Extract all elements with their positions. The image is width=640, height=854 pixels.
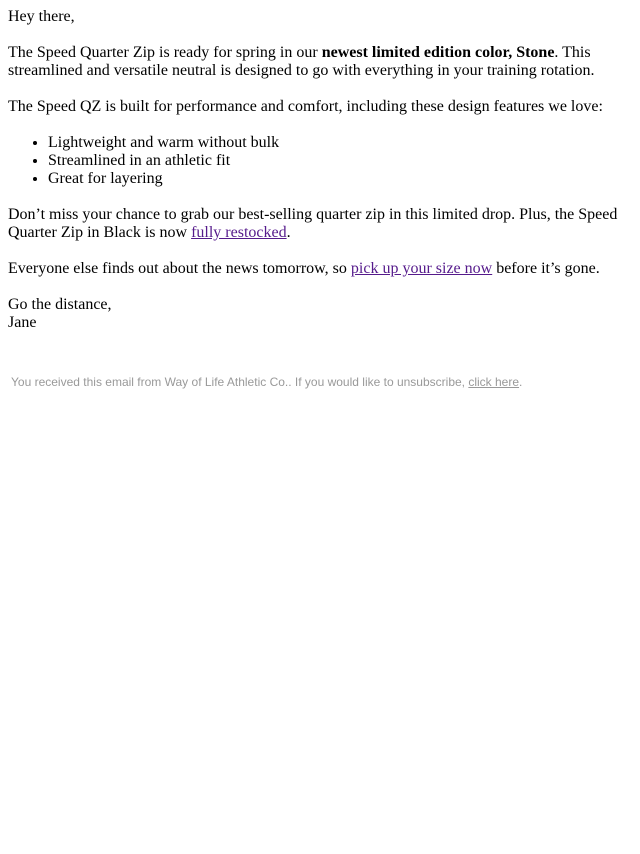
cta-paragraph [8, 260, 632, 278]
intro-highlight: newest limited edition color, Stone [321, 44, 555, 61]
restock-paragraph [8, 206, 632, 242]
restock-text: Don’t miss your chance to grab our best-selling quarter zip in this limited drop. Plus, the Speed Quarter Zip in Black is now [8, 206, 618, 241]
intro-text-end: . This streamlined and versatile neutral is designed to go with everything in your training rotation. [8, 44, 595, 79]
greeting: Hey there, [8, 8, 75, 25]
list-item: • Great for layering [48, 170, 632, 188]
features-list [8, 134, 632, 188]
cta-text: Everyone else finds out about the news tomorrow, so [8, 260, 351, 277]
signature: Jane [8, 314, 37, 331]
unsubscribe-link[interactable]: click here [468, 375, 520, 389]
fully-restocked-link[interactable]: fully restocked [191, 224, 287, 241]
list-item: • Lightweight and warm without bulk [48, 134, 632, 152]
features-intro: The Speed QZ is built for performance and comfort, including these design features we love: [8, 98, 603, 115]
intro-paragraph [8, 44, 632, 80]
email-body [8, 8, 632, 332]
closing: Go the distance, [8, 296, 112, 313]
cta-text-end: before it’s gone. [492, 260, 600, 277]
footer-text: You received this email from Way of Life Athletic Co.. If you would like to unsubscribe, [11, 375, 469, 389]
pick-up-size-link[interactable]: pick up your size now [350, 260, 493, 277]
restock-text-end: . [286, 224, 291, 241]
footer-text-end: . [519, 375, 523, 389]
intro-text: The Speed Quarter Zip is ready for spring in our [8, 44, 322, 61]
unsubscribe-footer [11, 375, 522, 389]
list-item: • Streamlined in an athletic fit [48, 152, 632, 170]
